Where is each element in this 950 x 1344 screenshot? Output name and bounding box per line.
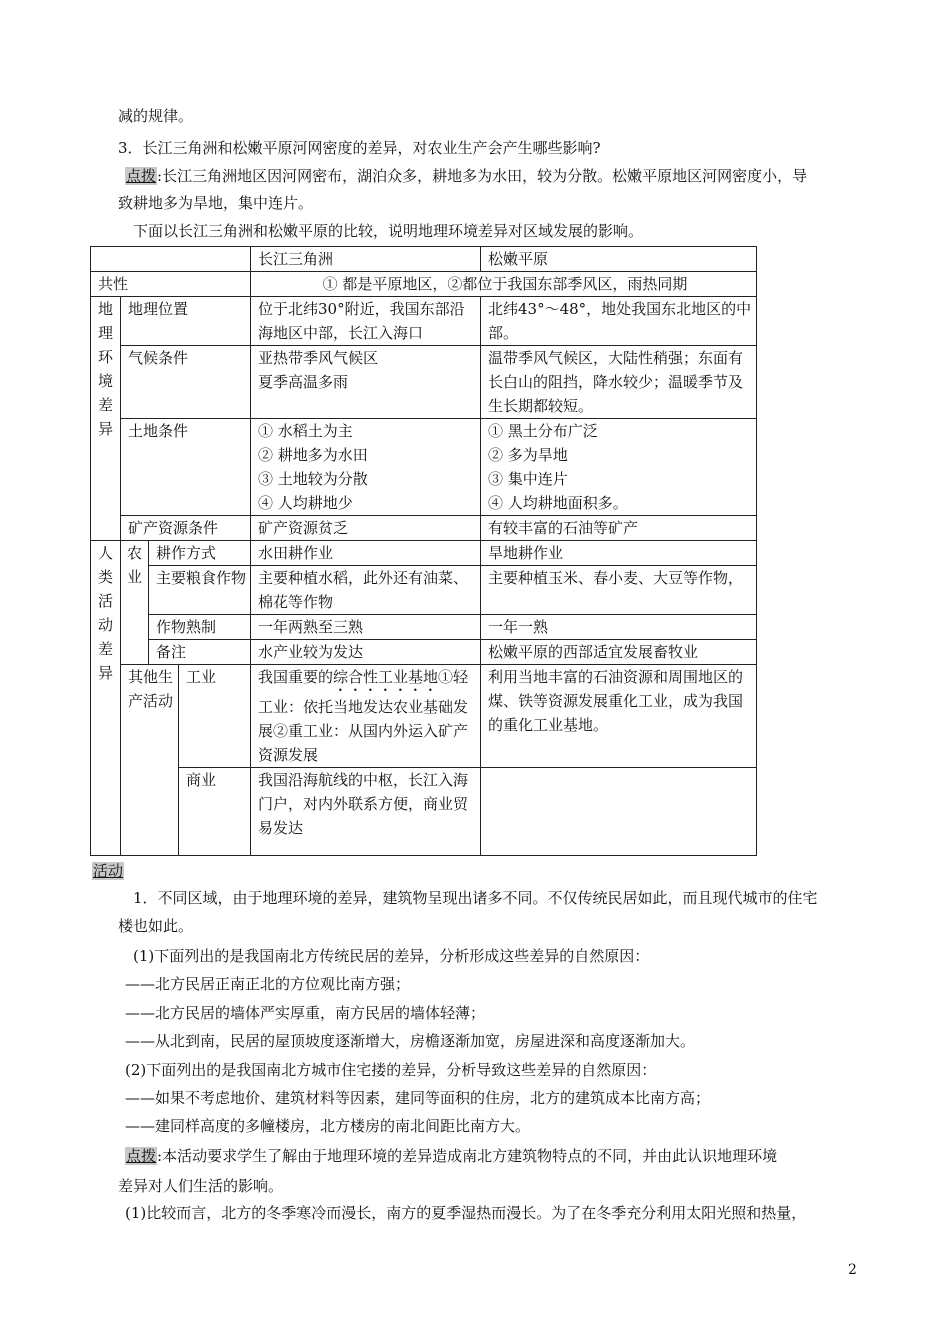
row-label: 土地条件 — [121, 419, 251, 516]
row-label: 矿产资源条件 — [121, 516, 251, 541]
comparison-table — [90, 246, 757, 856]
table-row-cropping — [91, 615, 757, 640]
cell-line: ③ 集中连片 — [488, 470, 568, 488]
geo-group-label: 地理环境差异 — [91, 297, 121, 541]
row-label: 工业 — [179, 665, 251, 768]
table-row-crops — [91, 566, 757, 615]
cell-yangtze: 位于北纬30°附近，我国东部沿海地区中部，长江入海口 — [251, 297, 481, 346]
table-row-climate — [91, 346, 757, 419]
cell-songnen: 北纬43°～48°，地处我国东北地区的中部。 — [481, 297, 757, 346]
cell-line: ④ 人均耕地少 — [258, 494, 353, 512]
emphasized-text: 综合性工业基地 — [333, 668, 439, 686]
cell-yangtze: 水田耕作业 — [251, 541, 481, 566]
tip-label: 点拨 — [126, 167, 157, 185]
agriculture-label: 农业 — [121, 541, 149, 665]
activity-paragraph-continued: 楼也如此。 — [118, 917, 194, 935]
activity-label: 活动 — [93, 862, 124, 880]
table-row-commerce — [91, 768, 757, 856]
cell-yangtze: 一年两熟至三熟 — [251, 615, 481, 640]
tip-paragraph — [125, 1146, 777, 1166]
header-songnen-plain: 松嫩平原 — [481, 247, 757, 272]
tip-paragraph — [125, 166, 807, 186]
cell-yangtze: 矿产资源贫乏 — [251, 516, 481, 541]
other-activities-label: 其他生产活动 — [121, 665, 179, 856]
cell-yangtze: 水产业较为发达 — [251, 640, 481, 665]
cell-songnen: 主要种植玉米、春小麦、大豆等作物， — [481, 566, 757, 615]
row-label: 气候条件 — [121, 346, 251, 419]
page-number: 2 — [848, 1262, 857, 1278]
row-label: 商业 — [179, 768, 251, 856]
table-header-row — [91, 247, 757, 272]
cell-songnen — [481, 768, 757, 856]
cell-songnen: 一年一熟 — [481, 615, 757, 640]
table-row-remark — [91, 640, 757, 665]
cell-yangtze — [251, 346, 481, 419]
cell-line: ① 水稻土为主 — [258, 422, 353, 440]
question-1: (1)下面列出的是我国南北方传统民居的差异，分析形成这些差异的自然原因： — [133, 947, 650, 965]
table-intro: 下面以长江三角洲和松嫩平原的比较，说明地理环境差异对区域发展的影响。 — [133, 222, 644, 240]
common-label: 共性 — [91, 272, 251, 297]
table-row-industry — [91, 665, 757, 768]
cell-line: 夏季高温多雨 — [258, 373, 349, 391]
activity-paragraph: 1．不同区域，由于地理环境的差异，建筑物呈现出诸多不同。不仅传统民居如此，而且现代城市的住宅 — [133, 889, 818, 907]
question-2: (2)下面列出的是我国南北方城市住宅搂的差异，分析导致这些差异的自然原因： — [125, 1061, 657, 1079]
table-row-common — [91, 272, 757, 297]
list-item: ——北方民居的墙体严实厚重，南方民居的墙体轻薄； — [125, 1004, 486, 1022]
cell-line: ④ 人均耕地面积多。 — [488, 494, 628, 512]
tip-text-continued: 致耕地多为旱地，集中连片。 — [118, 194, 314, 212]
cell-songnen: 有较丰富的石油等矿产 — [481, 516, 757, 541]
cell-songnen: 温带季风气候区，大陆性稍强；东面有长白山的阻挡，降水较少；温暖季节及生长期都较短。 — [481, 346, 757, 419]
cell-yangtze: 我国重要的综合性工业基地①轻工业：依托当地发达农业基础发展②重工业：从国内外运入矿产资源发展 — [251, 665, 481, 768]
cell-line: ② 多为旱地 — [488, 446, 568, 464]
row-label: 主要粮食作物 — [149, 566, 251, 615]
row-label: 耕作方式 — [149, 541, 251, 566]
common-value: ① 都是平原地区，②都位于我国东部季风区，雨热同期 — [251, 272, 757, 297]
activity-heading — [92, 861, 124, 881]
table-row-farming — [91, 541, 757, 566]
cell-songnen: 旱地耕作业 — [481, 541, 757, 566]
cell-songnen: 利用当地丰富的石油资源和周围地区的煤、铁等资源发展重化工业，成为我国的重化工业基地。 — [481, 665, 757, 768]
paragraph-line: 减的规律。 — [118, 107, 194, 125]
cell-line: ③ 土地较为分散 — [258, 470, 368, 488]
list-item: ——北方民居正南正北的方位观比南方强； — [125, 975, 411, 993]
tip-text: :长江三角洲地区因河网密布，湖泊众多，耕地多为水田，较为分散。松嫩平原地区河网密度小，导 — [157, 167, 808, 185]
table-row-mineral — [91, 516, 757, 541]
row-label: 地理位置 — [121, 297, 251, 346]
cell-yangtze: 主要种植水稻，此外还有油菜、棉花等作物 — [251, 566, 481, 615]
cell-yangtze: 我国沿海航线的中枢，长江入海门户，对内外联系方便，商业贸易发达 — [251, 768, 481, 856]
list-item: ——如果不考虑地价、建筑材料等因素，建同等面积的住房，北方的建筑成本比南方高； — [125, 1089, 711, 1107]
header-yangtze-delta: 长江三角洲 — [251, 247, 481, 272]
answer-paragraph: (1)比较而言，北方的冬季寒冷而漫长，南方的夏季湿热而漫长。为了在冬季充分利用太阳光照和热量， — [125, 1204, 807, 1222]
cell-songnen: 松嫩平原的西部适宜发展畜牧业 — [481, 640, 757, 665]
table-row-land — [91, 419, 757, 516]
tip-text: :本活动要求学生了解由于地理环境的差异造成南北方建筑物特点的不同，并由此认识地理环境 — [157, 1147, 778, 1165]
table-row-location — [91, 297, 757, 346]
tip-text-continued: 差异对人们生活的影响。 — [118, 1177, 284, 1195]
tip-label: 点拨 — [126, 1147, 157, 1165]
list-item: ——建同样高度的多幢楼房，北方楼房的南北间距比南方大。 — [125, 1117, 531, 1135]
cell-line: ② 耕地多为水田 — [258, 446, 368, 464]
cell-line: 亚热带季风气候区 — [258, 349, 379, 367]
list-item: ——从北到南，民居的屋顶坡度逐渐增大，房檐逐渐加宽，房屋进深和高度逐渐加大。 — [125, 1032, 696, 1050]
human-group-label: 人类活动差异 — [91, 541, 121, 856]
cell-yangtze — [251, 419, 481, 516]
cell-line: ① 黑土分布广泛 — [488, 422, 598, 440]
row-label: 作物熟制 — [149, 615, 251, 640]
row-label: 备注 — [149, 640, 251, 665]
question-3: 3．长江三角洲和松嫩平原河网密度的差异，对农业生产会产生哪些影响? — [118, 139, 601, 157]
cell-songnen — [481, 419, 757, 516]
